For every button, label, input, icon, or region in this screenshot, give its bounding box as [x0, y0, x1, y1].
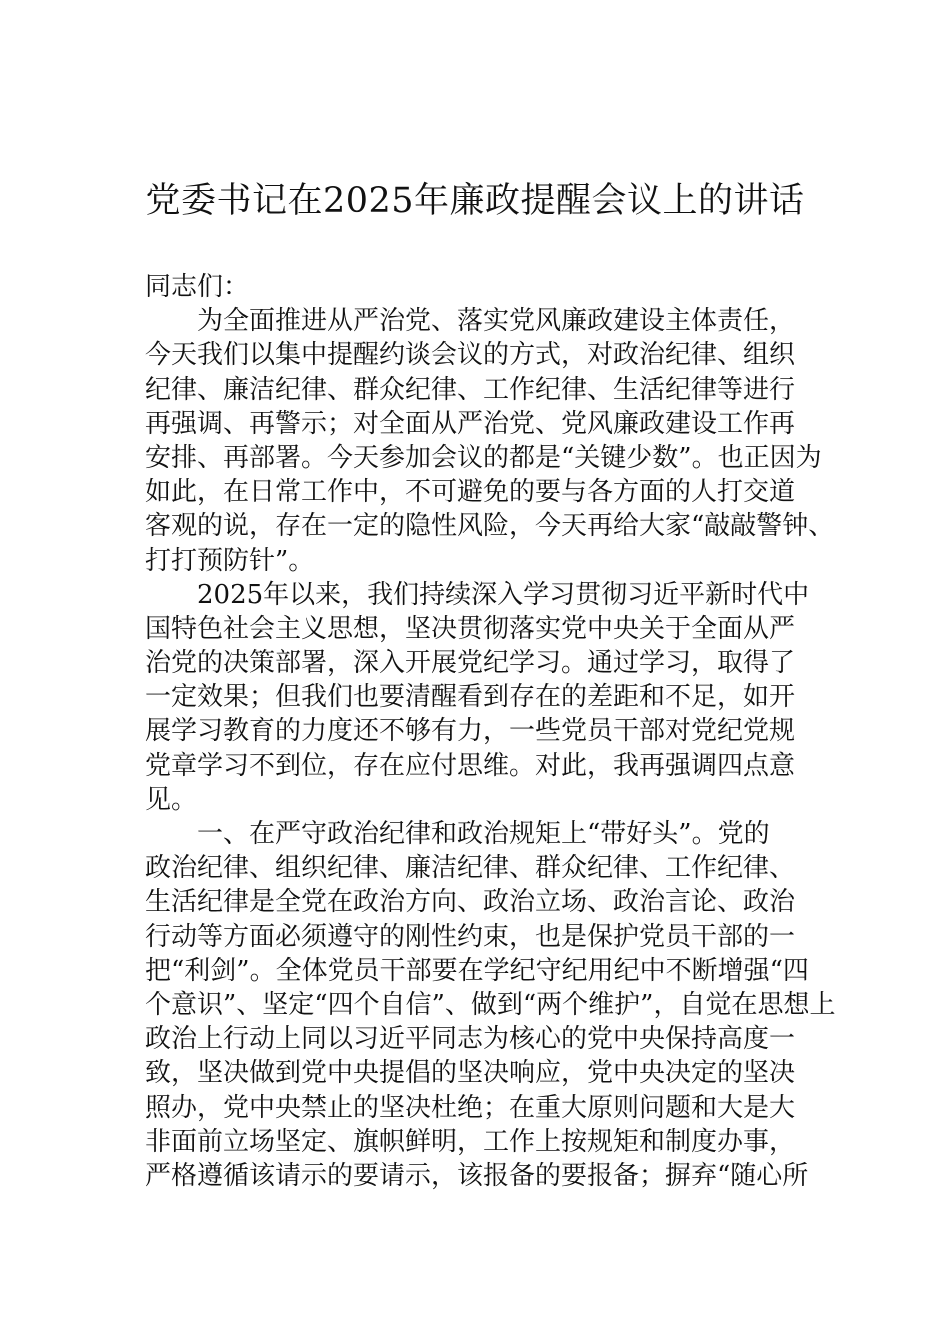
paragraph-line: 一定效果；但我们也要清醒看到存在的差距和不足，如开 — [145, 682, 796, 713]
paragraph-line: 如此，在日常工作中，不可避免的要与各方面的人打交道 — [145, 477, 796, 508]
paragraph-line: 党章学习不到位，存在应付思维。对此，我再强调四点意 — [145, 750, 796, 781]
paragraph-line: 照办，党中央禁止的坚决杜绝；在重大原则问题和大是大 — [145, 1092, 796, 1123]
paragraph-line: 治党的决策部署，深入开展党纪学习。通过学习，取得了 — [145, 648, 796, 679]
section-heading-line: 一、在严守政治纪律和政治规矩上“带好头”。党的 — [197, 819, 770, 849]
paragraph-3 — [145, 817, 836, 1193]
paragraph-line: 致，坚决做到党中央提倡的坚决响应，党中央决定的坚决 — [145, 1058, 796, 1089]
paragraph-line: 政治上行动上同以习近平同志为核心的党中央保持高度一 — [145, 1024, 796, 1055]
paragraph-line: 安排、再部署。今天参加会议的都是“关键少数”。也正因为 — [145, 442, 822, 473]
paragraph-line: 严格遵循该请示的要请示，该报备的要报备；摒弃“随心所 — [145, 1160, 809, 1191]
paragraph-line: 行动等方面必须遵守的刚性约束，也是保护党员干部的一 — [145, 921, 796, 952]
paragraph-line: 非面前立场坚定、旗帜鲜明，工作上按规矩和制度办事， — [145, 1126, 796, 1157]
paragraph-line: 2025年以来，我们持续深入学习贯彻习近平新时代中 — [197, 579, 810, 610]
paragraph-line: 纪律、廉洁纪律、群众纪律、工作纪律、生活纪律等进行 — [145, 374, 796, 405]
paragraph-line: 见。 — [145, 784, 198, 815]
document-body — [145, 270, 836, 1193]
paragraph-line: 今天我们以集中提醒约谈会议的方式，对政治纪律、组织 — [145, 340, 796, 371]
paragraph-line: 客观的说，存在一定的隐性风险，今天再给大家“敲敲警钟、 — [145, 511, 835, 542]
paragraph-line: 生活纪律是全党在政治方向、政治立场、政治言论、政治 — [145, 887, 796, 918]
paragraph-line: 国特色社会主义思想，坚决贯彻落实党中央关于全面从严 — [145, 613, 796, 644]
salutation: 同志们： — [145, 272, 250, 302]
paragraph-line: 政治纪律、组织纪律、廉洁纪律、群众纪律、工作纪律、 — [145, 853, 796, 884]
paragraph-1 — [145, 304, 835, 578]
paragraph-2 — [145, 578, 825, 817]
paragraph-line: 个意识”、坚定“四个自信”、做到“两个维护”，自觉在思想上 — [145, 989, 836, 1020]
paragraph-line: 把“利剑”。全体党员干部要在学纪守纪用纪中不断增强“四 — [145, 955, 809, 986]
paragraph-line: 为全面推进从严治党、落实党风廉政建设主体责任， — [197, 306, 796, 337]
paragraph-line: 打打预防针”。 — [145, 545, 315, 576]
document-title: 党委书记在2025年廉政提醒会议上的讲话 — [145, 181, 805, 221]
paragraph-line: 展学习教育的力度还不够有力，一些党员干部对党纪党规 — [145, 716, 796, 747]
paragraph-line: 再强调、再警示；对全面从严治党、党风廉政建设工作再 — [145, 408, 796, 439]
